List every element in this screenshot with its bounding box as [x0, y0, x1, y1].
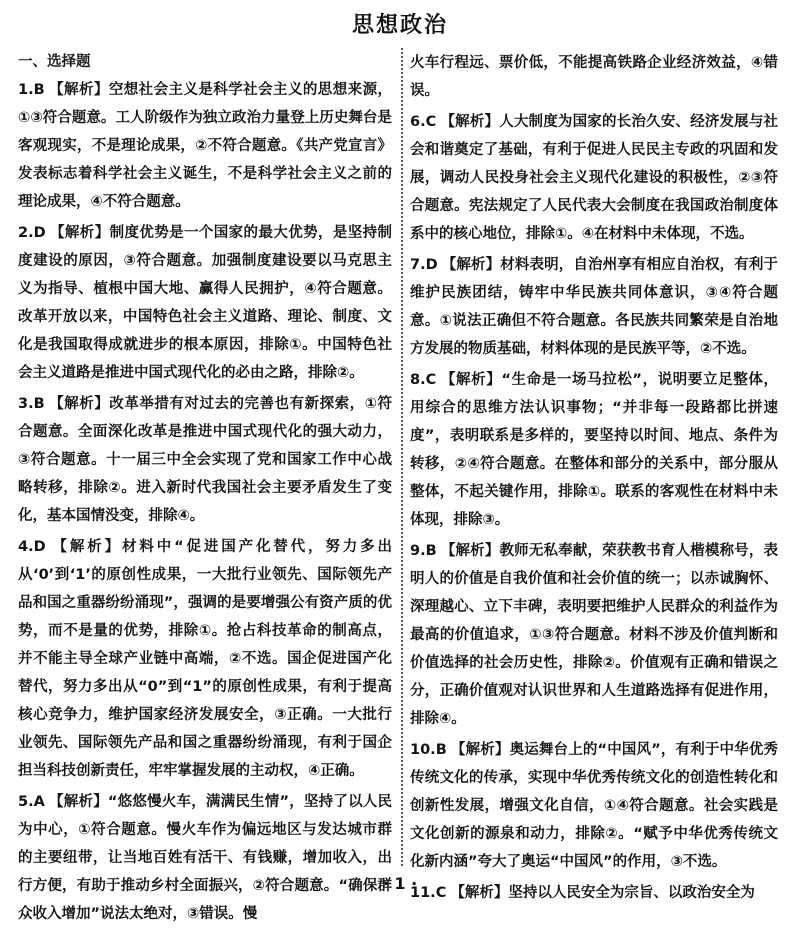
answer-choice: D [33, 225, 46, 241]
answer-choice: B [33, 396, 45, 412]
question-number: 4. [18, 539, 34, 555]
analysis-tag: 【解析】 [440, 543, 500, 559]
question-number: 8. [410, 372, 426, 388]
answer-choice: D [425, 257, 438, 273]
explanation-text: 教师无私奉献，荣获教书育人楷模称号，表明人的价值是自我价值和社会价值的统一；以赤诚胸怀、深理越心、立下丰碑，表明要把维护人民群众的利益作为最高的价值追求，①③符合题意。材料不涉及价值判断和价值选择的社会历史性，排除②。价值观有正确和错误之分，正确价值观对认识世界和人生道路选择有促进作用，排除④。 [410, 543, 779, 727]
question-number: 3. [18, 396, 34, 412]
section-heading: 一、选择题 [18, 54, 91, 70]
explanation-text: “生命是一场马拉松”，说明要立足整体，用综合的思维方法认识事物；“并非每一段路都比拼速度”，表明联系是多样的，要坚持以时间、地点、条件为转移，②④符合题意。在整体和部分的关系中，部分服从整体，不起关键作用，排除①。联系的客观性在材料中未体现，排除③。 [410, 372, 779, 528]
answer-choice: B [33, 82, 45, 98]
answer-choice: B [425, 543, 437, 559]
answer-item [410, 537, 778, 733]
explanation-text: 改革举措有对过去的完善也有新探索，①符合题意。全面深化改革是推进中国式现代化的强大动力，③符合题意。十一届三中全会实现了党和国家工作中心战略转移，排除②。进入新时代我国社会主要矛盾发生了变化，基本国情没变，排除④。 [18, 396, 393, 524]
explanation-text: 奥运舞台上的“中国风”，有利于中华优秀传统文化的传承，实现中华优秀传统文化的创造性转化和创新性发展，增强文化自信，①④符合题意。社会实践是文化创新的源泉和动力，排除②。“赋予中华优秀传统文化新内涵”夸大了奥运“中国风”的作用，③不选。 [410, 742, 779, 870]
page-title: 思想政治 [351, 13, 448, 38]
analysis-tag: 【解析】 [48, 794, 108, 810]
answer-continuation: 火车行程远、票价低，不能提高铁路企业经济效益，④错误。 [410, 55, 778, 99]
answer-item [410, 108, 778, 248]
analysis-tag: 【解析】 [48, 396, 110, 412]
explanation-text: 空想社会主义是科学社会主义的思想来源，①③符合题意。工人阶级作为独立政治力量登上历史舞台是客观现实，不是理论成果，②不符合题意。《共产党宣言》发表标志着科学社会主义诞生，不是科学社会主义之前的理论成果，④不符合题意。 [18, 82, 393, 210]
answers-left [18, 76, 392, 928]
question-number: 1. [18, 82, 34, 98]
answer-choice: C [435, 885, 447, 901]
analysis-tag: 【解析】 [440, 114, 500, 130]
answer-item [410, 366, 778, 534]
question-number: 11. [410, 885, 436, 901]
analysis-tag: 【解析】 [441, 257, 501, 273]
question-number: 5. [18, 794, 34, 810]
answer-choice: D [33, 539, 46, 555]
analysis-tag: 【解析】 [48, 82, 109, 98]
explanation-text: 人大制度为国家的长治久安、经济发展与社会和谐奠定了基础，有利于促进人民民主专政的巩固和发展，调动人民投身社会主义现代化建设的积极性，②③符合题意。宪法规定了人民代表大会制度在我国政治制度体系中的核心地位，排除①。④在材料中未体现，不选。 [410, 114, 778, 242]
analysis-tag: 【解析】 [49, 539, 122, 555]
explanation-text: 材料中“促进国产化替代，努力多出从‘0’到‘1’的原创性成果，一大批行业领先、国际领先产品和国之重器纷纷涌现”，强调的是要增强公有资产质的优势，而不是量的优势，排除①。抢占科技革命的制高点，并不能主导全球产业链中高端，②不选。国企促进国产化替代，努力多出从“0”到“1”的原创性成果，有利于提高核心竞争力，维护国家经济发展安全，③正确。一大批行业领先、国际领先产品和国之重器纷纷涌现，有利于国企担当科技创新责任，牢牢掌握发展的主动权，④正确。 [18, 539, 392, 779]
question-number: 7. [410, 257, 426, 273]
analysis-tag: 【解析】 [440, 372, 502, 388]
answer-item [410, 251, 778, 363]
answer-item [18, 533, 392, 785]
answer-item [18, 76, 392, 216]
answers-right [410, 108, 778, 907]
explanation-text: 坚持以人民安全为宗旨、以政治安全为 [508, 885, 755, 901]
question-number: 10. [410, 742, 436, 758]
analysis-tag: 【解析】 [450, 885, 509, 901]
analysis-tag: 【解析】 [450, 742, 510, 758]
answer-item [18, 390, 392, 530]
left-column [18, 48, 392, 931]
explanation-text: “悠悠慢火车，满满民生情”，坚持了以人民为中心，①符合题意。慢火车作为偏远地区与发达城市群的主要纽带，让当地百姓有活干、有钱赚，增加收入，出行方便，有助于推动乡村全面振兴，②符合题意。“确保群众收入增加”说法太绝对，③错误。慢 [18, 794, 392, 922]
answer-choice: B [435, 742, 447, 758]
explanation-text: 材料表明，自治州享有相应自治权，有利于维护民族团结，铸牢中华民族共同体意识，③④符合题意。①说法正确但不符合题意。各民族共同繁荣是自治地方发展的物质基础，材料体现的是民族平等，②不选。 [410, 257, 779, 357]
answer-item [410, 736, 778, 876]
column-divider [401, 48, 403, 866]
answer-choice: C [425, 372, 437, 388]
right-column [410, 49, 778, 910]
explanation-text: 制度优势是一个国家的最大优势，是坚持制度建设的原因，③符合题意。加强制度建设要以马克思主义为指导、植根中国大地、赢得人民拥护，④符合题意。改革开放以来，中国特色社会主义道路、理论、制度、文化是我国取得成就进步的根本原因，排除①。中国特色社会主义道路是推进中国式现代化的必由之路，排除②。 [18, 225, 393, 381]
analysis-tag: 【解析】 [49, 225, 110, 241]
answer-choice: A [33, 794, 45, 810]
question-number: 9. [410, 543, 426, 559]
answer-choice: C [425, 114, 437, 130]
page-number: · 1 · [382, 874, 418, 893]
answer-item [18, 219, 392, 387]
question-number: 2. [18, 225, 34, 241]
question-number: 6. [410, 114, 426, 130]
answer-item [18, 788, 392, 928]
